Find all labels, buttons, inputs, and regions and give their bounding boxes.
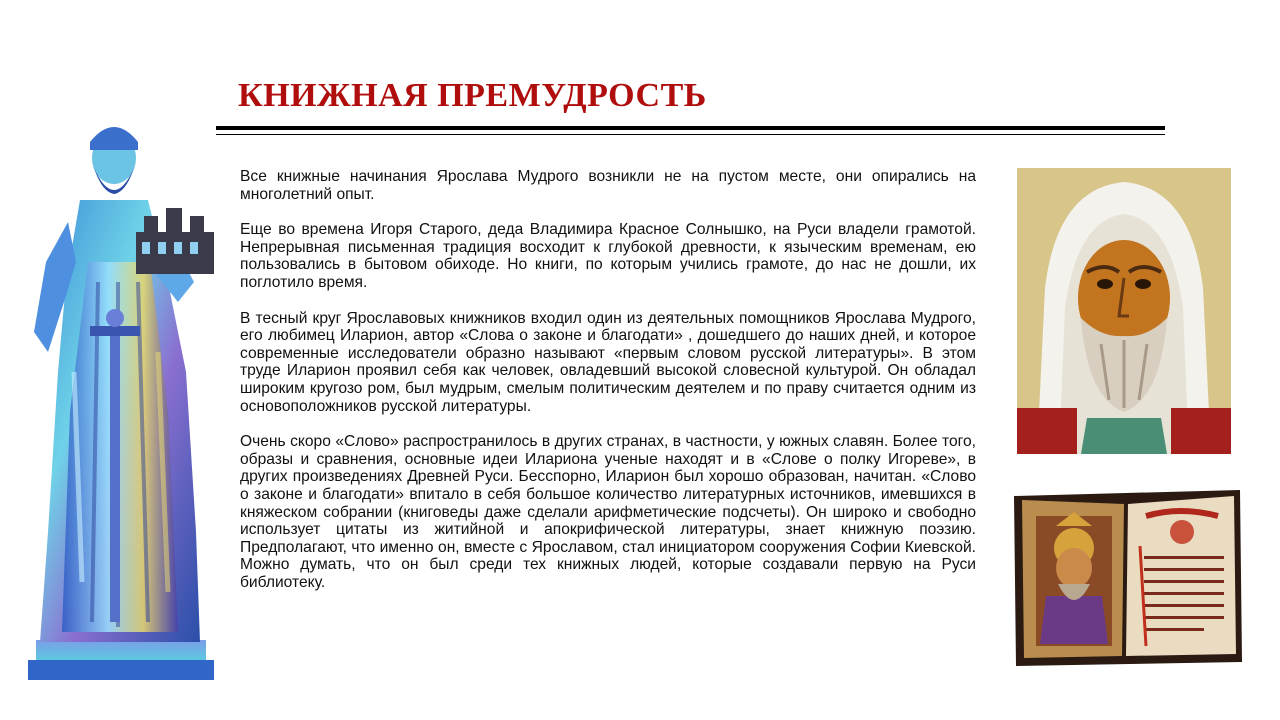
hilarion-icon-image — [1017, 168, 1231, 454]
paragraph-1: Все книжные начинания Ярослава Мудрого возникли не на пустом месте, они опирались на многолетний опыт. — [240, 168, 976, 203]
statue-image — [18, 112, 218, 680]
body-text — [240, 168, 976, 609]
slide-title: КНИЖНАЯ ПРЕМУДРОСТЬ — [238, 77, 707, 114]
paragraph-3: В тесный круг Ярославовых книжников входил один из деятельных помощников Ярослава Мудрого, его любимец Иларион, автор «Слова о законе и благодати» , дошедшего до наших дней, и которое современные исследователи образно называют «первым словом русской литературы». В этом труде Иларион проявил себя как человек, овладевший высокой словесной культурой. Он обладал широким кругозо ром, был мудрым, смелым политическим деятелем и по праву считается одним из основоположников русской литературы. — [240, 309, 976, 415]
paragraph-4: Очень скоро «Слово» распространилось в других странах, в частности, у южных славян. Более того, образы и сравнения, основные идеи Илариона ученые находят и в «Слове о полку Игореве», в других произведениях Древней Руси. Бесспорно, Иларион был хорошо образован, начитан. «Слово о законе и благодати» впитало в себя большое количество литературных источников, имевшихся в княжеском собрании (книговеды даже сделали арифметические подсчеты). Он широко и свободно использует цитаты из житийной и апокрифической литературы, знает книжную поэзию. Предполагают, что именно он, вместе с Ярославом, стал инициатором сооружения Софии Киевской. Можно думать, что он был среди тех книжных людей, которые создавали первую на Руси библиотеку. — [240, 433, 976, 591]
paragraph-2: Еще во времена Игоря Старого, деда Владимира Красное Солнышко, на Руси владели грамотой. Непрерывная письменная традиция восходит к глубокой древности, к языческим временам, ею пользовались в бытовом обиходе. Но книги, по которым учились грамоте, до нас не дошли, их поглотило время. — [240, 221, 976, 291]
title-rule-thin — [216, 134, 1165, 135]
old-book-image — [1010, 486, 1244, 668]
title-rule-thick — [216, 126, 1165, 130]
